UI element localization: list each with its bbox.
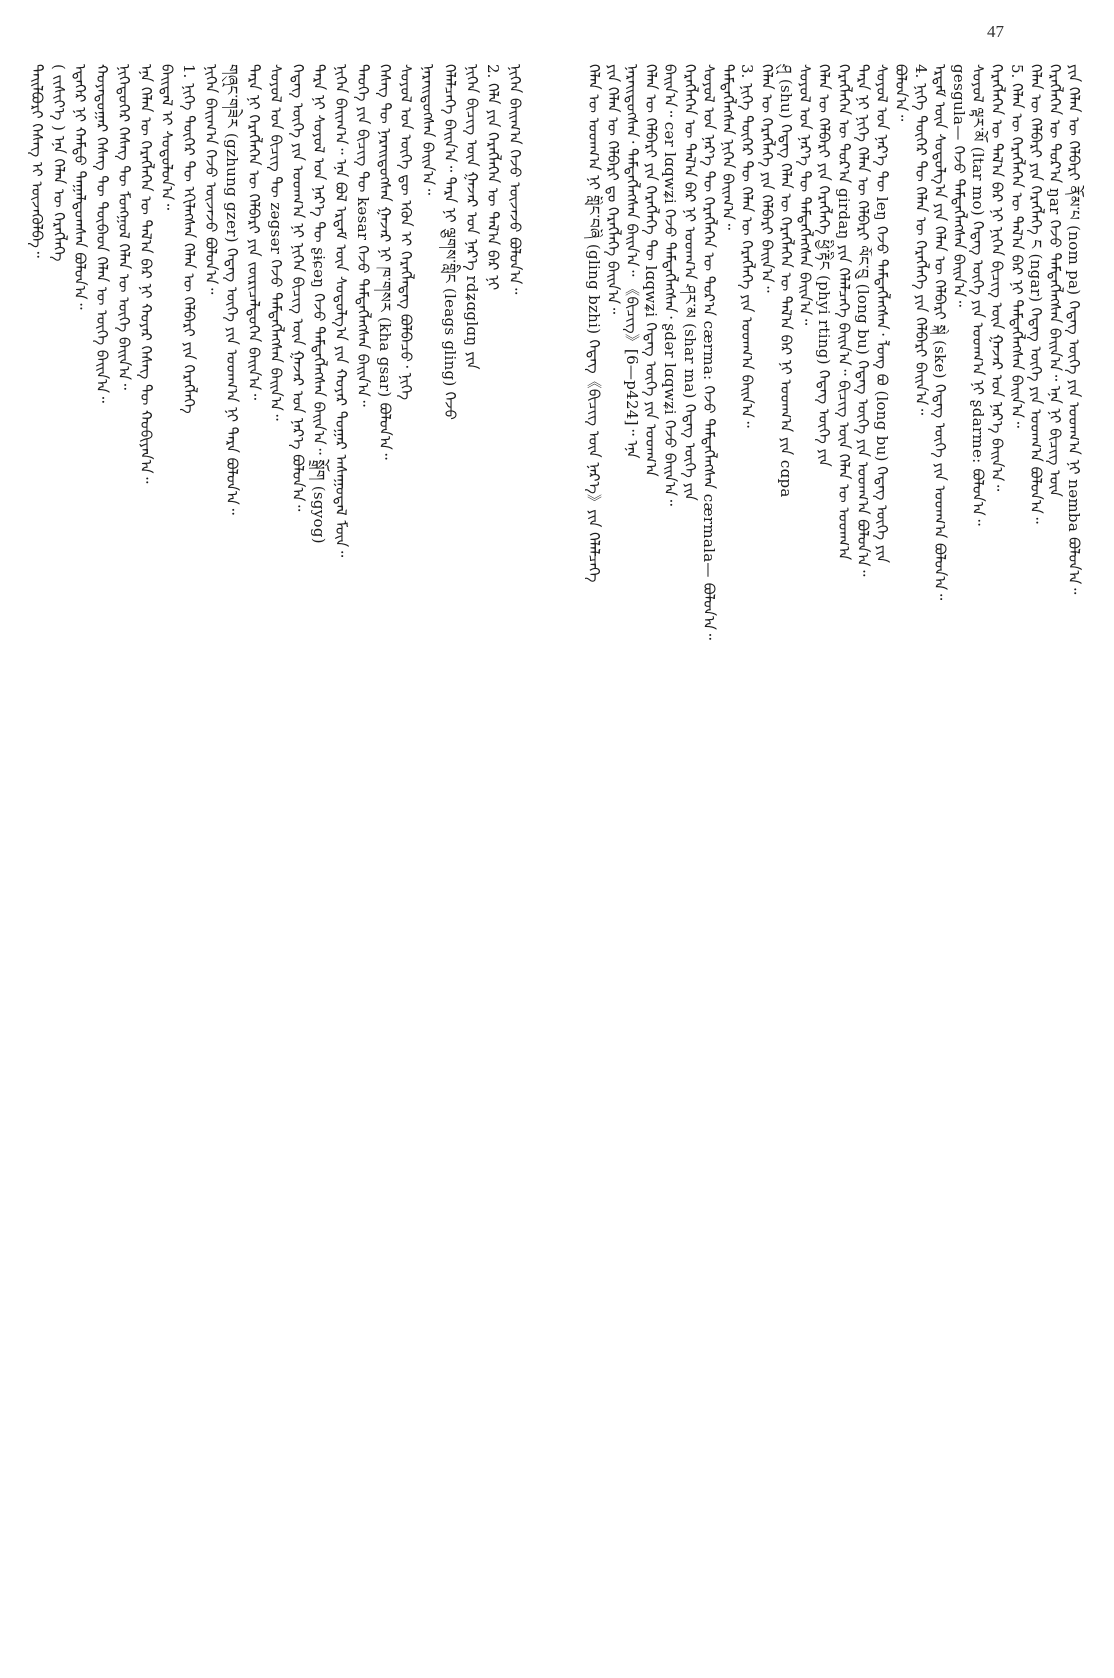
line-text: ᠬᠡᠷᠡᠭᠯᠡᠭᠡᠨ ᠦ ᠲᠠᠯ᠎ᠠ ᠪᠠᠷ ᠨᠢ ᠤᠳᠬ᠎ᠠ ཤར་མ (shar ma) ᠭᠡᠳᠡᠭ ᠦᠭᠡ ᠶᠢᠨ — [680, 64, 699, 501]
line-text: ᠶᠢᠨ ᠬᠡᠯᠡᠨ ᠦ ᠬᠡᠯᠪᠡᠷᠢ ᠳᠤ ᠬᠡᠷᠡᠭᠯᠡᠭᠡ ᠪᠠᠢᠨ᠎ᠠ᠃ — [603, 64, 622, 314]
line-text: ᠡᠷᠳᠡᠮ ᠦᠨ ᠰᠤᠳᠤᠯᠭ᠎ᠠ ᠶᠢᠨ ᠬᠡᠯᠡᠨ ᠦ ᠬᠡᠯᠪᠡᠷᠢ སྐེ (ske) ᠭᠡᠳᠡᠭ ᠦᠭᠡ ᠶᠢᠨ ᠤᠳᠬ᠎ᠠ ᠪᠣᠯᠤᠨ᠎ᠠ᠃ — [930, 64, 949, 601]
line-text: ᠬᠡᠰᠡᠭ ᠲᠦ ᠨᠡᠷᠡᠢᠳᠦᠭᠰᠡᠨ ᠭᠠᠵᠠᠷ ᠨᠢ ཁ་གསར (kha gsar) ᠪᠣᠯᠤᠨ᠎ᠠ᠃ — [375, 64, 394, 460]
text-line — [930, 64, 949, 1652]
text-line — [309, 64, 331, 1652]
line-text: ᠰᠣᠶᠣᠯ ᠤᠨ ᠦᠭᠡ ᠳᠦ ᠡᠭᠦᠨ ᠢ ᠬᠡᠷᠡᠭᠯᠡᠳᠡᠭ ᠪᠣᠯᠪᠠᠴᠤ᠂ ᠨᠢᠭᠡ — [397, 64, 416, 401]
line-text: ᠶᠢᠨ ᠬᠡᠯᠡᠨ ᠦ ᠬᠡᠯᠪᠡᠷᠢ ནོམ་པ (nom pa) ᠭᠡᠳᠡᠭ ᠦᠭᠡ ᠶᠢᠨ ᠤᠳᠬ᠎ᠠ ᠨᠢ nəmba ᠪᠣᠯᠤᠨ᠎ᠠ᠃ — [1065, 64, 1084, 595]
text-line — [892, 64, 911, 1652]
line-text: ᠨᠡᠷᠡᠢᠳᠦᠭᠰᠡᠨ ᠪᠠᠢᠨ᠎ᠠ᠃ — [419, 64, 438, 195]
text-line — [853, 64, 872, 1652]
line-text: ᠰᠣᠶᠣᠯ ᠤᠨ ᠨᠡᠷ᠎ᠡ ᠲᠦ ᠲᠡᠮᠳᠡᠭᠯᠡᠭᠰᠡᠨ ᠪᠠᠢᠨ᠎ᠠ᠃ — [796, 64, 815, 326]
text-line — [417, 64, 439, 1652]
line-text: ᠰᠣᠶᠣᠯ ᠤᠨ ᠨᠡᠷ᠎ᠡ ᠲᠦ ᠬᠡᠷᠡᠭᠯᠡᠭᠡᠨ ᠦ ᠳᠤᠷ᠎ᠠ cærma: ᠭᠡᠵᠦ ᠲᠡᠮᠳᠡᠭᠯᠡᠭᠰᠡᠨ cærmala— ᠪᠣᠯᠤᠨ᠎ᠠ᠃ — [699, 64, 718, 640]
text-line — [504, 64, 526, 1652]
line-text: 3. ᠨᠢᠭᠡ ᠳᠦᠭᠡᠷ ᠲᠦ ᠬᠡᠯᠡᠨ ᠦ ᠬᠡᠷᠡᠭᠯᠡᠭᠡ ᠶᠢᠨ ᠤᠳᠬ᠎ᠠ ᠪᠠᠢᠨ᠎ᠠ᠃ — [738, 64, 757, 428]
text-line — [1026, 64, 1045, 1652]
text-line — [834, 64, 853, 1652]
text-line — [603, 64, 622, 1652]
line-text: ᠲᠡᠷᠡ ᠨᠢ ᠰᠣᠶᠣᠯ ᠤᠨ ᠨᠡᠷ᠎ᠡ ᠲᠦ ʂɨɕəŋ ᠭᠡᠵᠦ ᠲᠡᠮᠳᠡᠭᠯᠡᠭᠰᠡᠨ ᠪᠠᠢᠨ᠎ᠠ᠃ སྒྲོག (sgyog) — [310, 64, 329, 544]
text-line — [178, 64, 200, 1652]
text-line — [352, 64, 374, 1652]
text-line — [222, 64, 244, 1652]
text-line — [969, 64, 988, 1652]
text-line — [642, 64, 661, 1652]
text-line — [949, 64, 968, 1652]
line-text: ᠬᠡᠯᠡᠨ ᠦ ᠬᠡᠯᠪᠡᠷᠢ ᠶᠢᠨ ᠬᠡᠷᠡᠭᠯᠡᠭᠡ ང (ngar) ᠭᠡᠳᠡᠭ ᠦᠭᠡ ᠶᠢᠨ ᠤᠳᠬ᠎ᠠ ᠪᠣᠯᠤᠨ᠎ᠠ᠃ — [1026, 64, 1045, 524]
text-line — [680, 64, 699, 1652]
text-line — [738, 64, 757, 1652]
line-text: ᠭᠡᠳᠡᠭ ᠦᠭᠡ ᠶᠢᠨ ᠤᠳᠬ᠎ᠠ ᠨᠢ ᠨᠢᠭᠡᠨ ᠪᠢᠴᠢᠭ ᠦᠨ ᠭᠠᠵᠠᠷ ᠤᠨ ᠨᠡᠷ᠎ᠡ ᠪᠣᠯᠤᠨ᠎ᠠ᠃ — [288, 64, 307, 512]
text-line — [200, 64, 222, 1652]
text-line — [26, 64, 48, 1652]
text-line — [988, 64, 1007, 1652]
line-text: ᠬᠡᠷᠡᠭᠯᠡᠭᠡᠨ ᠦ ᠳᠤᠷ᠎ᠠ ŋar ᠭᠡᠵᠦ ᠲᠡᠮᠳᠡᠭᠯᠡᠭᠰᠡᠨ ᠪᠠᠢᠨ᠎ᠠ᠃ ᠡᠨᠡ ᠨᠢ ᠪᠢᠴᠢᠭ ᠦᠨ — [1046, 64, 1065, 497]
text-line — [330, 64, 352, 1652]
line-text: ᠲᠡᠦᠬᠡ ᠶᠢᠨ ᠪᠢᠴᠢᠭ ᠲᠦ kəsar ᠭᠡᠵᠦ ᠲᠡᠮᠳᠡᠭᠯᠡᠭᠰᠡᠨ ᠪᠠᠢᠨ᠎ᠠ᠃ — [353, 64, 372, 407]
line-text: 4. ᠨᠢᠭᠡ ᠳᠦᠭᠡᠷ ᠲᠦ ᠬᠡᠯᠡᠨ ᠦ ᠬᠡᠷᠡᠭᠯᠡᠭᠡ ᠶᠢᠨ ᠬᠡᠯᠪᠡᠷᠢ ᠪᠠᠢᠨ᠎ᠠ᠃ — [911, 64, 930, 416]
text-line — [584, 64, 603, 1652]
text-line — [1007, 64, 1026, 1652]
line-text: ᠨᠢᠭᠡᠨ ᠪᠠᠢᠭ᠎ᠠ ᠭᠡᠵᠦ ᠦᠵᠡᠵᠦ ᠪᠣᠯᠤᠨ᠎ᠠ᠃ — [201, 64, 220, 295]
line-text: ᠲᠠᠢᠯᠪᠤᠷᠢ ᠬᠡᠰᠡᠭ ᠢ ᠦᠵᠡᠭᠦᠯᠪᠡ᠃ — [27, 64, 46, 258]
line-text: ᠬᠣᠶᠠᠳᠤᠭᠠᠷ ᠬᠡᠰᠡᠭ ᠲᠦ ᠲᠥᠪᠡᠳ ᠬᠡᠯᠡᠨ ᠦ ᠦᠭᠡ ᠪᠠᠢᠨ᠎ᠠ᠃ — [93, 64, 112, 403]
line-text: ᠨᠢᠭᠡᠳᠦᠭᠡᠷ ᠬᠡᠰᠡᠭ ᠲᠦ ᠮᠣᠩᠭᠣᠯ ᠬᠡᠯᠡᠨ ᠦ ᠦᠭᠡ ᠪᠠᠢᠨ᠎ᠠ᠃ — [114, 64, 133, 390]
line-text: ཤུ (shu) ᠭᠡᠳᠡᠭ ᠬᠡᠯᠡᠨ ᠦ ᠬᠡᠷᠡᠭᠯᠡᠭᠡᠨ ᠦ ᠲᠠᠯ᠎ᠠ ᠪᠠᠷ ᠨᠢ ᠤᠳᠬ᠎ᠠ ᠶᠢᠨ cɑpa — [776, 64, 795, 498]
text-line — [699, 64, 718, 1652]
line-text: ᠰᠣᠶᠣᠯ ᠤᠨ ᠨᠡᠷ᠎ᠡ ᠲᠦ leŋ ᠭᠡᠵᠦ ᠲᠡᠮᠳᠡᠭᠯᠡᠭᠰᠡᠨ᠂ ᠯᠣᠩ ᠪᠤ (long bu) ᠭᠡᠳᠡᠭ ᠦᠭᠡ ᠶᠢᠨ — [873, 64, 892, 564]
text-line — [113, 64, 135, 1652]
text-line — [815, 64, 834, 1652]
text-line — [482, 64, 504, 1652]
line-text: 5. ᠬᠡᠯᠡᠨ ᠦ ᠬᠡᠷᠡᠭᠯᠡᠭᠡᠨ ᠦ ᠲᠠᠯ᠎ᠠ ᠪᠠᠷ ᠨᠢ ᠲᠡᠮᠳᠡᠭᠯᠡᠭᠰᠡᠨ ᠪᠠᠢᠨ᠎ᠠ᠃ — [1007, 64, 1026, 428]
line-text: ᠡᠳᠡᠭᠡᠷ ᠨᠢ ᠬᠠᠮᠲᠤ ᠳᠠᠭᠠᠯᠳᠤᠭᠰᠠᠨ ᠪᠣᠯᠤᠨ᠎ᠠ᠃ — [71, 64, 90, 310]
text-line — [395, 64, 417, 1652]
line-text: ᠪᠠᠢᠳᠠᠯ ᠢ ᠰᠤᠳᠤᠯᠤᠨ᠎ᠠ᠃ — [158, 64, 177, 211]
text-line — [461, 64, 483, 1652]
line-text: ᠨᠡᠷᠡᠢᠳᠦᠭᠰᠡᠨ᠂ ᠲᠡᠮᠳᠡᠭᠯᠡᠭᠰᠡᠨ ᠪᠠᠢᠨ᠎ᠠ᠃ 《ᠪᠢᠴᠢᠭ》[6—p424]᠃ ᠡᠨᠡ — [622, 64, 641, 459]
line-text: ᠰᠣᠶᠣᠯ ལྟར་མོ (ltar mo) ᠭᠡᠳᠡᠭ ᠦᠭᠡ ᠶᠢᠨ ᠤᠳᠬ᠎ᠠ ᠨᠢ ʂdarme: ᠪᠣᠯᠤᠨ᠎ᠠ᠃ — [969, 64, 988, 526]
text-line — [156, 64, 178, 1652]
line-text: ᠪᠠᠢᠨ᠎ᠠ᠃ cər lɑqwʑi ᠭᠡᠵᠦ ᠲᠡᠮᠳᠡᠭᠯᠡᠭᠰᠡᠨ᠂ ʂdər lɑqwʑi ᠭᠡᠵᠦ ᠪᠠᠢᠨ᠎ᠠ᠃ — [661, 64, 680, 506]
text-line — [911, 64, 930, 1652]
line-text: gesgula— ᠭᠡᠵᠦ ᠲᠡᠮᠳᠡᠭᠯᠡᠭᠰᠡᠨ ᠪᠠᠢᠨ᠎ᠠ᠃ — [949, 64, 968, 307]
right-text-column — [584, 64, 1084, 1652]
line-text: ᠰᠣᠶᠣᠯ ᠤᠨ ᠪᠢᠴᠢᠭ ᠲᠦ zəgsər ᠭᠡᠵᠦ ᠲᠡᠮᠳᠡᠭᠯᠡᠭᠰᠡᠨ ᠪᠠᠢᠨ᠎ᠠ᠃ — [266, 64, 285, 421]
line-text: ᠬᠡᠷᠡᠭᠯᠡᠭᠡᠨ ᠦ ᠲᠠᠯ᠎ᠠ ᠪᠠᠷ ᠨᠢ ᠨᠢᠭᠡᠨ ᠪᠢᠴᠢᠭ ᠦᠨ ᠭᠠᠵᠠᠷ ᠤᠨ ᠨᠡᠷ᠎ᠡ ᠪᠠᠢᠨ᠎ᠠ᠃ — [988, 64, 1007, 492]
line-text: ᠬᠡᠯᠡᠯᠴᠡᠭᠡ ᠪᠠᠢᠨ᠎ᠠ᠃ ᠲᠡᠷᠡ ᠨᠢ ལྕགས་གླིང (leags gling) ᠭᠡᠵᠦ — [440, 64, 459, 420]
line-text: ᠬᠡᠷᠡᠭᠯᠡᠭᠡᠨ ᠦ ᠳᠤᠷ᠎ᠠ girdaŋ ᠶᠢᠨ ᠬᠡᠯᠡᠯᠴᠡᠭᠡ ᠪᠠᠢᠨ᠎ᠠ᠃ ᠪᠢᠴᠢᠭ ᠦᠨ ᠬᠡᠯᠡᠨ ᠦ ᠤᠳᠬ᠎ᠠ — [834, 64, 853, 561]
line-text: ᠨᠢᠭᠡᠨ ᠪᠠᠢᠭ᠎ᠠ᠃ ᠡᠨᠡ ᠪᠣᠯ ᠡᠷᠳᠡᠮ ᠦᠨ ᠰᠤᠳᠤᠯᠭ᠎ᠠ ᠶᠢᠨ ᠬᠣᠶᠠᠷ ᠳᠤᠭᠠᠷ ᠠᠰᠠᠭᠤᠳᠠᠯ ᠮᠥᠨ᠃ — [332, 64, 351, 558]
line-text: 2. ᠬᠡᠯᠡ ᠶᠢᠨ ᠬᠡᠷᠡᠭᠯᠡᠭᠡᠨ ᠦ ᠲᠠᠯ᠎ᠠ ᠪᠠᠷ ᠨᠢ — [484, 64, 503, 291]
text-line — [1065, 64, 1084, 1652]
text-line — [872, 64, 891, 1652]
line-text: ᠲᠡᠷᠡ ᠨᠢ ᠬᠡᠷᠡᠭᠯᠡᠭᠡᠨ ᠦ ᠬᠡᠯᠪᠡᠷᠢ ᠶᠢᠨ ᠵᠥᠷᠢᠴᠡᠯᠳᠦᠭᠡᠨ ᠪᠠᠢᠨ᠎ᠠ᠃ — [245, 64, 264, 401]
text-line — [719, 64, 738, 1652]
line-text: ᠡᠨᠡ ᠬᠡᠯᠡᠨ ᠦ ᠬᠡᠷᠡᠭᠯᠡᠭᠡᠨ ᠦ ᠲᠠᠯ᠎ᠠ ᠪᠠᠷ ᠨᠢ ᠬᠣᠶᠠᠷ ᠬᠡᠰᠡᠭ ᠲᠦ ᠬᠤᠪᠢᠶᠠᠨ᠎ᠠ᠃ — [136, 64, 155, 484]
line-text: ( ᠵᠢᠱᠢᠶ᠎ᠡ ) ᠡᠨᠡ ᠬᠡᠯᠡᠨ ᠦ ᠬᠡᠷᠡᠭᠯᠡᠭᠡ — [49, 64, 68, 262]
line-text: 1. ᠨᠢᠭᠡ ᠳᠦᠭᠡᠷ ᠲᠦ ᠡᠬᠢᠯᠡᠭᠰᠡᠨ ᠬᠡᠯᠡᠨ ᠦ ᠬᠡᠯᠪᠡᠷᠢ ᠶᠢᠨ ᠬᠡᠷᠡᠭᠯᠡᠭᠡ — [180, 64, 198, 414]
line-text: ᠨᠢᠭᠡᠨ ᠪᠢᠴᠢᠭ ᠦᠨ ᠭᠠᠵᠠᠷ ᠤᠨ ᠨᠡᠷ᠎ᠡ rdʑɑglɑŋ ᠶᠢᠨ — [462, 64, 481, 370]
page-number: 47 — [987, 22, 1004, 41]
text-line — [757, 64, 776, 1652]
text-line — [661, 64, 680, 1652]
line-text: ᠪᠣᠯᠤᠨ᠎ᠠ᠃ — [892, 64, 911, 122]
text-line — [48, 64, 70, 1652]
line-text: ᠲᠡᠮᠳᠡᠭᠯᠡᠭᠰᠡᠨ ᠨᠢᠭᠡᠨ ᠪᠠᠢᠭ᠎ᠠ᠃ — [719, 64, 738, 230]
text-line — [69, 64, 91, 1652]
text-line — [622, 64, 641, 1652]
line-text: གཞུང་གཟེར (gzhung gzer) ᠭᠡᠳᠡᠭ ᠦᠭᠡ ᠶᠢᠨ ᠤᠳᠬ᠎ᠠ ᠨᠢ ᠲᠡᠷᠡ ᠪᠣᠯᠤᠨ᠎ᠠ᠃ — [223, 64, 242, 515]
line-text: ᠬᠡᠯᠡᠨ ᠦ ᠬᠡᠯᠪᠡᠷᠢ ᠶᠢᠨ ᠬᠡᠷᠡᠭᠯᠡᠭᠡ ཕྱི་རྟིང (phyi rting) ᠭᠡᠳᠡᠭ ᠦᠭᠡ ᠶᠢᠨ — [815, 64, 834, 467]
text-line — [243, 64, 265, 1652]
text-line — [135, 64, 157, 1652]
line-text: ᠬᠡᠯᠡᠨ ᠦ ᠬᠡᠷᠡᠭᠯᠡᠭᠡ ᠶᠢᠨ ᠬᠡᠯᠪᠡᠷᠢ ᠪᠠᠢᠨ᠎ᠠ᠃ — [757, 64, 776, 293]
text-line — [287, 64, 309, 1652]
text-line — [776, 64, 795, 1652]
left-text-column — [26, 64, 526, 1652]
line-text: ᠨᠢᠭᠡᠨ ᠪᠠᠢᠭ᠎ᠠ ᠭᠡᠵᠦ ᠦᠵᠡᠵᠦ ᠪᠣᠯᠤᠨ᠎ᠠ᠃ — [506, 64, 525, 295]
line-text: ᠬᠡᠯᠡᠨ ᠦ ᠬᠡᠯᠪᠡᠷᠢ ᠶᠢᠨ ᠬᠡᠷᠡᠭᠯᠡᠭᠡ ᠲᠦ lɑqwʑi ᠭᠡᠳᠡᠭ ᠦᠭᠡ ᠶᠢᠨ ᠤᠳᠬ᠎ᠠ — [642, 64, 661, 477]
text-line — [374, 64, 396, 1652]
text-line — [91, 64, 113, 1652]
text-line — [265, 64, 287, 1652]
line-text: ᠲᠡᠷᠡ ᠨᠢ ᠨᠢᠭᠡ ᠬᠡᠯᠡᠨ ᠦ ᠬᠡᠯᠪᠡᠷᠢ ལོང་བུ (long bu) ᠭᠡᠳᠡᠭ ᠦᠭᠡ ᠶᠢᠨ ᠤᠳᠬ᠎ᠠ ᠪᠣᠯᠤᠨ᠎ᠠ᠃ — [853, 64, 872, 577]
text-line — [795, 64, 814, 1652]
text-line — [439, 64, 461, 1652]
line-text: ᠬᠡᠯᠡᠨ ᠦ ᠤᠳᠬ᠎ᠠ ᠨᠢ གླིང་བཞི (gling bzhi) ᠭᠡᠳᠡᠭ《ᠪᠢᠴᠢᠭ ᠦᠨ ᠨᠡᠷ᠎ᠡ》ᠶᠢᠨ ᠬᠡᠯᠡᠯᠴᠡᠭᠡ — [584, 64, 603, 583]
text-line — [1046, 64, 1065, 1652]
